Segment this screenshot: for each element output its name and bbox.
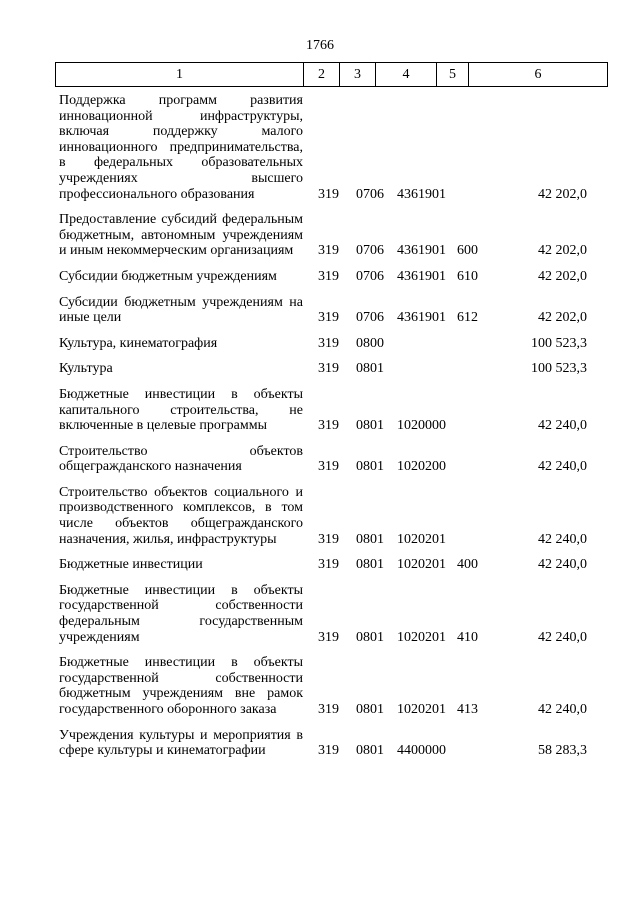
row-target-code: 4361901 <box>397 268 446 284</box>
row-admin-code: 319 <box>318 557 339 573</box>
row-amount: 42 202,0 <box>538 268 587 284</box>
row-admin-code: 319 <box>318 629 339 645</box>
row-name: Субсидии бюджетным учреждениям на иные цели <box>59 294 303 326</box>
row-expense-type: 410 <box>457 629 478 645</box>
row-amount: 42 240,0 <box>538 629 587 645</box>
table-row <box>59 557 599 573</box>
row-expense-type: 413 <box>457 702 478 717</box>
row-amount: 58 283,3 <box>538 743 587 759</box>
header-col-1: 1 <box>56 63 304 86</box>
row-admin-code: 319 <box>318 335 339 351</box>
row-section-code: 0801 <box>356 418 384 434</box>
row-section-code: 0801 <box>356 531 384 547</box>
header-col-4: 4 <box>376 63 437 86</box>
row-section-code: 0801 <box>356 702 384 717</box>
row-target-code: 1020000 <box>397 418 446 434</box>
row-amount: 42 202,0 <box>538 243 587 259</box>
row-name: Бюджетные инвестиции в объекты капитального строительства, не включенные в целевые программы <box>59 386 303 434</box>
row-name: Культура <box>59 361 113 377</box>
table-body <box>59 93 599 769</box>
row-admin-code: 319 <box>318 310 339 326</box>
table-row <box>59 336 599 352</box>
row-target-code: 4361901 <box>397 310 446 326</box>
row-admin-code: 319 <box>318 243 339 259</box>
row-name: Учреждения культуры и мероприятия в сфере культуры и кинематографии <box>59 727 303 759</box>
row-amount: 42 240,0 <box>538 531 587 547</box>
table-row <box>59 444 599 475</box>
row-admin-code: 319 <box>318 361 339 377</box>
row-section-code: 0706 <box>356 186 384 202</box>
row-section-code: 0706 <box>356 310 384 326</box>
row-amount: 100 523,3 <box>531 335 587 351</box>
row-amount: 42 240,0 <box>538 702 587 717</box>
row-section-code: 0801 <box>356 629 384 645</box>
row-amount: 42 202,0 <box>538 310 587 326</box>
row-name: Строительство объектов общегражданского назначения <box>59 443 303 475</box>
row-name: Строительство объектов социального и производственного комплексов, в том числе объектов общегражданского назначения, жилья, инфраструктуры <box>59 484 303 547</box>
table-row <box>59 485 599 547</box>
row-admin-code: 319 <box>318 702 339 717</box>
row-admin-code: 319 <box>318 459 339 475</box>
row-admin-code: 319 <box>318 268 339 284</box>
row-expense-type: 600 <box>457 243 478 259</box>
table-row <box>59 93 599 202</box>
row-name: Культура, кинематография <box>59 335 218 351</box>
row-section-code: 0706 <box>356 268 384 284</box>
row-section-code: 0801 <box>356 459 384 475</box>
row-target-code: 1020201 <box>397 702 446 717</box>
row-amount: 42 202,0 <box>538 186 587 202</box>
table-row <box>59 269 599 285</box>
header-col-5: 5 <box>437 63 469 86</box>
row-amount: 100 523,3 <box>531 361 587 377</box>
row-name: Поддержка программ развития инновационной инфраструктуры, включая поддержку малого инновационного предпринимательства, в федеральных образовательных учреждениях высшего профессионального образования <box>59 93 303 202</box>
row-expense-type: 612 <box>457 310 478 326</box>
row-name: Бюджетные инвестиции в объекты государственной собственности бюджетным учреждениям вне рамок государственного оборонного заказа <box>59 655 303 717</box>
table-row <box>59 387 599 434</box>
row-section-code: 0801 <box>356 361 384 377</box>
table-row <box>59 583 599 645</box>
row-amount: 42 240,0 <box>538 459 587 475</box>
row-target-code: 4400000 <box>397 743 446 759</box>
row-target-code: 4361901 <box>397 186 446 202</box>
header-col-3: 3 <box>340 63 376 86</box>
row-expense-type: 610 <box>457 268 478 284</box>
row-target-code: 1020201 <box>397 531 446 547</box>
row-name: Субсидии бюджетным учреждениям <box>59 268 277 284</box>
row-name: Бюджетные инвестиции <box>59 557 203 573</box>
table-row <box>59 728 599 759</box>
row-admin-code: 319 <box>318 186 339 202</box>
row-name: Бюджетные инвестиции в объекты государственной собственности федеральным государственным учреждениям <box>59 582 303 645</box>
row-admin-code: 319 <box>318 743 339 759</box>
row-amount: 42 240,0 <box>538 418 587 434</box>
row-amount: 42 240,0 <box>538 557 587 573</box>
table-row <box>59 655 599 717</box>
row-section-code: 0800 <box>356 335 384 351</box>
row-expense-type: 400 <box>457 557 478 573</box>
row-target-code: 1020201 <box>397 557 446 573</box>
row-name: Предоставление субсидий федеральным бюджетным, автономным учреждениям и иным некоммерческим организациям <box>59 212 303 259</box>
row-admin-code: 319 <box>318 531 339 547</box>
table-row <box>59 295 599 326</box>
header-col-2: 2 <box>304 63 340 86</box>
row-target-code: 1020200 <box>397 459 446 475</box>
row-admin-code: 319 <box>318 418 339 434</box>
page-number: 1766 <box>306 38 334 53</box>
row-section-code: 0706 <box>356 243 384 259</box>
table-row <box>59 212 599 259</box>
table-header <box>55 62 608 87</box>
row-target-code: 1020201 <box>397 629 446 645</box>
row-section-code: 0801 <box>356 743 384 759</box>
header-col-6: 6 <box>469 63 608 86</box>
table-row <box>59 361 599 377</box>
row-target-code: 4361901 <box>397 243 446 259</box>
row-section-code: 0801 <box>356 557 384 573</box>
